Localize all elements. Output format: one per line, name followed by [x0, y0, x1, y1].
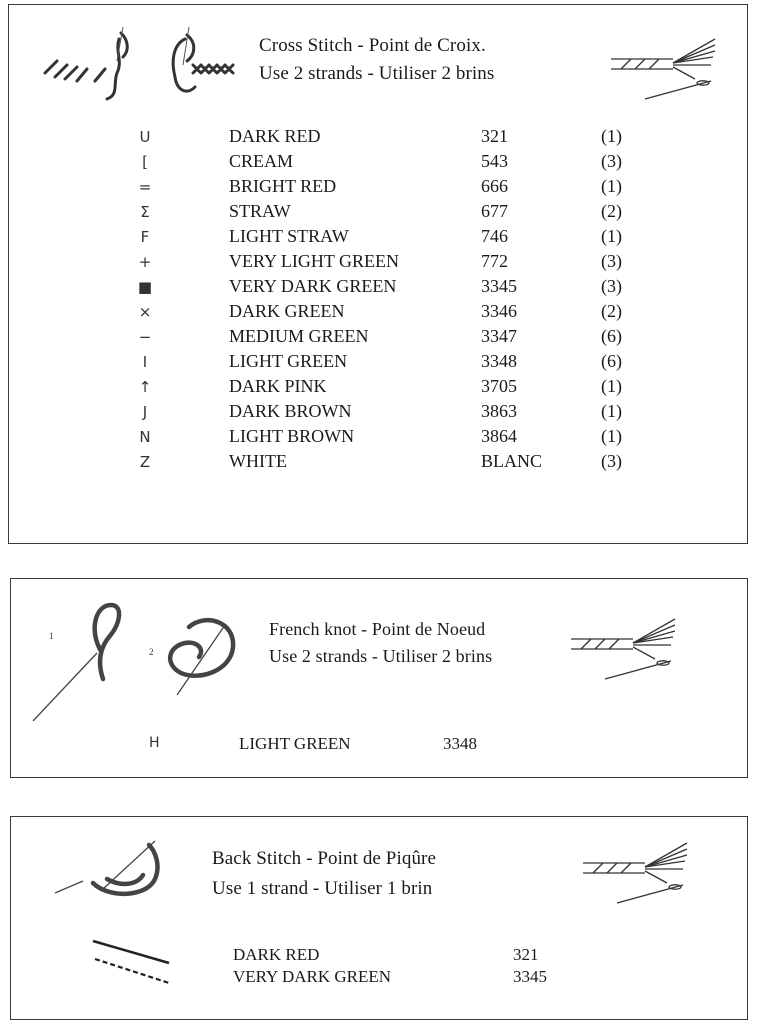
legend-color-code: 3345 — [481, 276, 517, 296]
back-stitch-color-code-2: 3345 — [513, 967, 547, 986]
legend-color-code: 3346 — [481, 301, 517, 321]
legend-skein-count: (1) — [601, 376, 622, 396]
legend-color-name: WHITE — [229, 451, 287, 471]
legend-color-name: DARK BROWN — [229, 401, 352, 421]
legend-skein-count: (6) — [601, 351, 622, 371]
dashed-line-sample — [95, 959, 169, 983]
legend-color-name: LIGHT BROWN — [229, 426, 355, 446]
legend-row — [9, 376, 709, 401]
legend-row — [9, 351, 709, 376]
legend-color-name: VERY LIGHT GREEN — [229, 251, 399, 271]
legend-color-code: 3347 — [481, 326, 517, 346]
legend-symbol: Z — [139, 453, 151, 471]
thread-strands-icon — [605, 35, 717, 101]
back-stitch-title: Back Stitch - Point de Piqûre — [212, 848, 437, 869]
legend-color-code: 3864 — [481, 426, 517, 446]
legend-color-code: 543 — [481, 151, 508, 171]
legend-symbol: ■ — [137, 278, 153, 296]
legend-symbol: I — [142, 353, 148, 371]
legend-color-name: LIGHT STRAW — [229, 226, 349, 246]
legend-skein-count: (3) — [601, 151, 622, 171]
legend-symbol: + — [138, 253, 152, 271]
legend-color-name: DARK GREEN — [229, 301, 345, 321]
french-knot-title: French knot - Point de Noeud — [269, 619, 486, 639]
legend-color-name: BRIGHT RED — [229, 176, 337, 196]
thread-strands-icon — [577, 839, 689, 905]
cross-stitch-panel — [8, 4, 748, 544]
legend-color-code: 3705 — [481, 376, 517, 396]
legend-skein-count: (1) — [601, 426, 622, 446]
back-stitch-color-code-1: 321 — [513, 945, 539, 964]
legend-skein-count: (2) — [601, 201, 622, 221]
back-stitch-color-name-1: DARK RED — [233, 945, 320, 964]
legend-color-name: VERY DARK GREEN — [229, 276, 397, 296]
legend-symbol: F — [140, 228, 150, 246]
french-knot-strands: Use 2 strands - Utiliser 2 brins — [269, 646, 493, 666]
legend-skein-count: (3) — [601, 451, 622, 471]
legend-row — [9, 276, 709, 301]
legend-color-code: BLANC — [481, 451, 543, 471]
legend-row — [9, 251, 709, 276]
legend-row — [9, 126, 709, 151]
legend-skein-count: (3) — [601, 251, 622, 271]
legend-symbol: Σ — [140, 203, 150, 221]
legend-skein-count: (1) — [601, 226, 622, 246]
legend-color-code: 3863 — [481, 401, 517, 421]
legend-symbol: − — [138, 328, 152, 346]
legend-row — [9, 151, 709, 176]
french-knot-diagram-icon — [29, 591, 269, 721]
legend-color-name: DARK PINK — [229, 376, 327, 396]
cross-stitch-title: Cross Stitch - Point de Croix. — [259, 35, 486, 56]
legend-row — [9, 426, 709, 451]
legend-color-code: 677 — [481, 201, 508, 221]
legend-row — [9, 451, 709, 476]
legend-color-name: CREAM — [229, 151, 294, 171]
legend-color-code: 321 — [481, 126, 508, 146]
legend-symbol: = — [138, 178, 152, 196]
legend-symbol: N — [139, 428, 151, 446]
legend-color-name: STRAW — [229, 201, 291, 221]
legend-symbol: ↑ — [138, 378, 152, 396]
legend-color-name: LIGHT GREEN — [229, 351, 348, 371]
legend-color-code: 746 — [481, 226, 508, 246]
back-stitch-panel — [10, 816, 748, 1020]
legend-row — [9, 176, 709, 201]
legend-symbol: [ — [142, 153, 148, 171]
back-stitch-strands: Use 1 strand - Utiliser 1 brin — [212, 878, 433, 899]
thread-strands-icon — [565, 615, 677, 681]
legend-color-code: 3348 — [481, 351, 517, 371]
legend-row — [9, 201, 709, 226]
legend-row — [9, 226, 709, 251]
legend-symbol: J — [142, 403, 148, 421]
back-stitch-color-name-2: VERY DARK GREEN — [233, 967, 392, 986]
back-stitch-diagram-icon — [51, 835, 181, 907]
french-knot-color-code: 3348 — [443, 734, 477, 753]
line-style-icon — [89, 937, 175, 987]
legend-skein-count: (3) — [601, 276, 622, 296]
legend-skein-count: (2) — [601, 301, 622, 321]
legend-skein-count: (1) — [601, 401, 622, 421]
step-1-label: 1 — [49, 631, 54, 641]
cross-stitch-strands: Use 2 strands - Utiliser 2 brins — [259, 63, 495, 84]
legend-skein-count: (6) — [601, 326, 622, 346]
solid-line-sample — [93, 941, 169, 963]
legend-color-name: MEDIUM GREEN — [229, 326, 369, 346]
legend-symbol: × — [138, 303, 152, 321]
legend-row — [9, 301, 709, 326]
french-knot-panel — [10, 578, 748, 778]
cross-stitch-diagram-icon — [37, 21, 257, 111]
legend-color-name: DARK RED — [229, 126, 321, 146]
legend-symbol: U — [139, 128, 151, 146]
french-knot-symbol: H — [149, 735, 160, 751]
french-knot-color-name: LIGHT GREEN — [239, 734, 351, 753]
legend-row — [9, 401, 709, 426]
legend-skein-count: (1) — [601, 176, 622, 196]
legend-row — [9, 326, 709, 351]
legend-color-code: 666 — [481, 176, 508, 196]
legend-color-code: 772 — [481, 251, 508, 271]
legend-skein-count: (1) — [601, 126, 622, 146]
step-2-label: 2 — [149, 647, 154, 657]
